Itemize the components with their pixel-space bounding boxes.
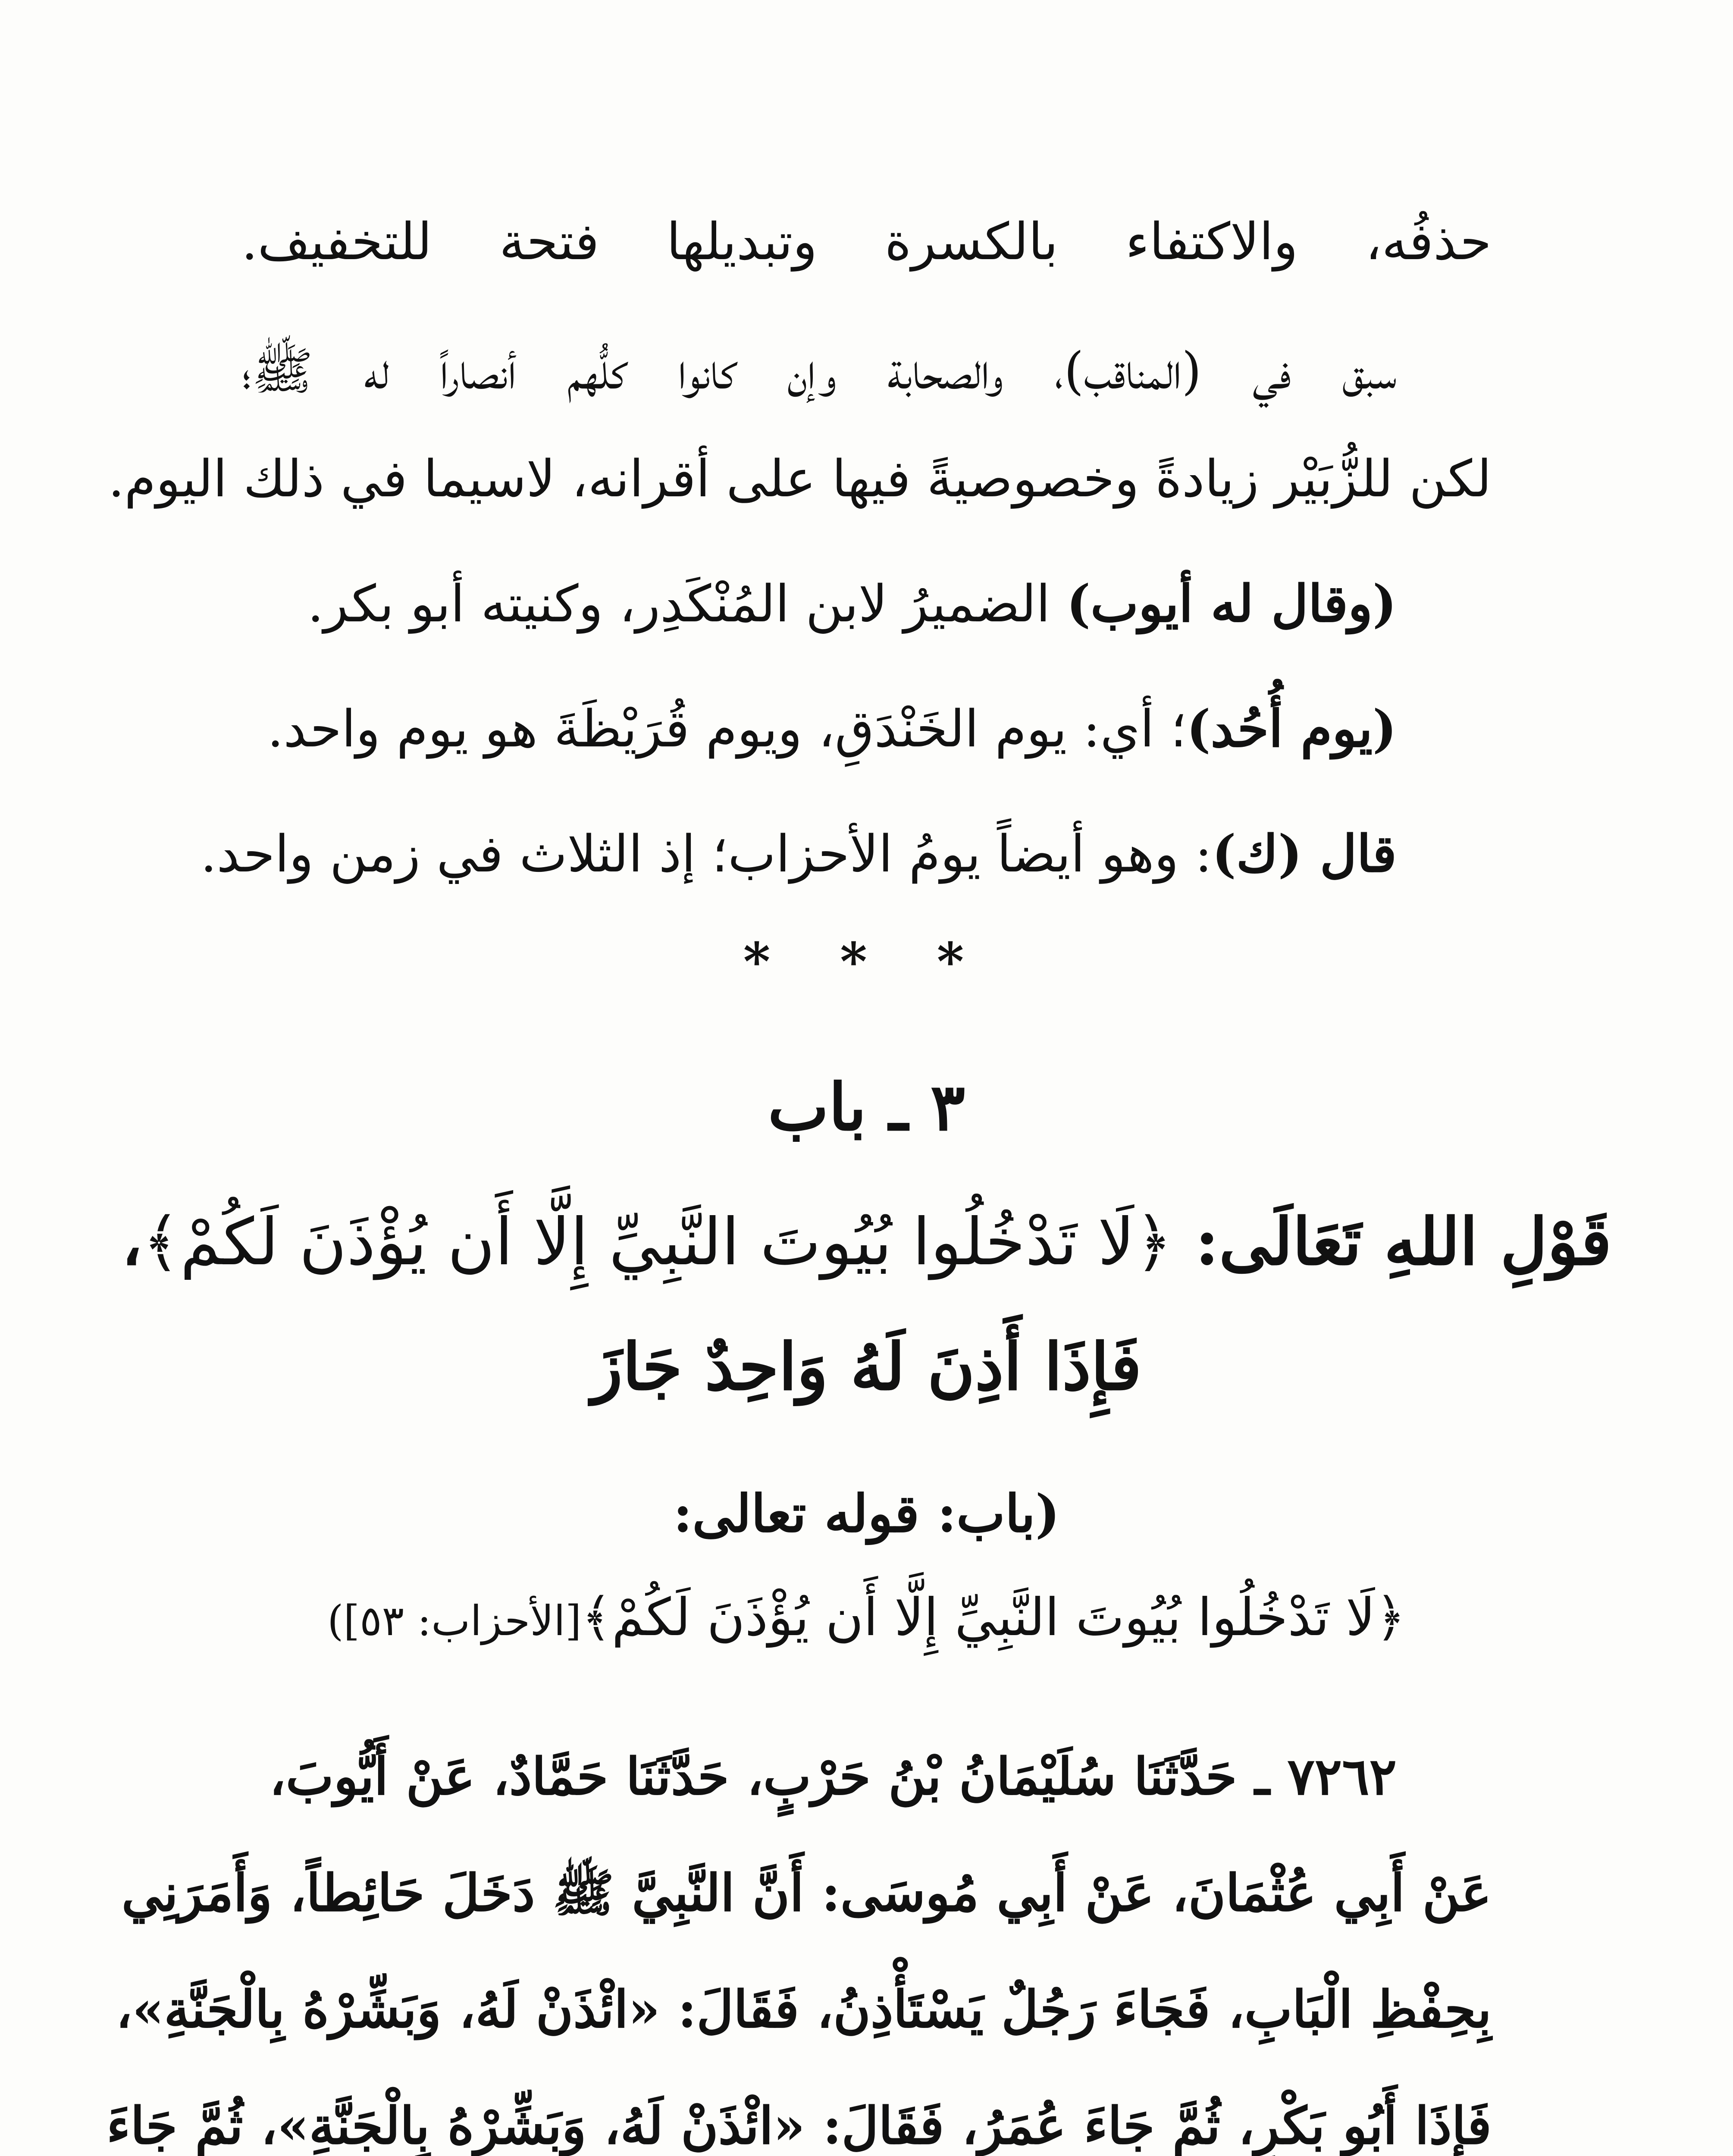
chapter-title-line-2: فَإِذَا أَذِنَ لَهُ وَاحِدٌ جَازَ: [591, 1329, 1142, 1405]
hadith-line-1: [241, 1733, 1397, 1820]
commentary-line-3: لكن للزُّبَيْر زيادةً وخصوصيةً فيها على أقرانه، لاسيما في ذلك اليوم.: [108, 449, 1492, 508]
chapter-title-prefix: قَوْلِ اللهِ تَعَالَى:: [1172, 1204, 1612, 1280]
chapter-title-suffix: ،: [121, 1204, 142, 1280]
explanation: الضميرُ لابن المُنْكَدِر، وكنيته أبو بكر.: [307, 574, 1067, 633]
verse-citation: [الأحزاب: ٥٣]): [327, 1597, 582, 1645]
explanation: : وهو أيضاً يومُ الأحزاب؛ إذ الثلاث في زمن واحد.: [201, 824, 1212, 884]
chapter-title-line-1: [0, 1194, 1733, 1290]
section-separator: * * *: [743, 931, 990, 992]
commentary-line-6: [201, 811, 1397, 897]
hadith-line-1-text: ـ حَدَّثَنَا سُلَيْمَانُ بْنُ حَرْبٍ، حَدَّثَنَا حَمَّادٌ، عَنْ أَيُّوبَ،: [269, 1746, 1288, 1806]
quoted-phrase: قال (ك): [1212, 824, 1397, 884]
quran-verse: ﴿لَا تَدْخُلُوا بُيُوتَ النَّبِيِّ إِلَّا أَن يُؤْذَنَ لَكُمْ﴾: [142, 1205, 1173, 1280]
commentary-line-2: سبق في (المناقب)، والصحابة وإن كانوا كلُّهم أنصاراً له ﷺ؛: [241, 341, 1397, 401]
quoted-phrase: (وقال له أيوب): [1066, 573, 1397, 633]
commentary-line-1: حذفُه، والاكتفاء بالكسرة وتبديلها فتحة للتخفيف.: [241, 212, 1492, 271]
hadith-line-2: عَنْ أَبِي عُثْمَانَ، عَنْ أَبِي مُوسَى: أَنَّ النَّبِيَّ ﷺ دَخَلَ حَائِطاً، وَأَمَرَنِي: [121, 1863, 1492, 1923]
commentary-heading-verse: [0, 1587, 1733, 1648]
commentary-line-5: [241, 686, 1397, 772]
quran-verse: ﴿لَا تَدْخُلُوا بُيُوتَ النَّبِيِّ إِلَّا أَن يُؤْذَنَ لَكُمْ﴾: [581, 1588, 1406, 1648]
hadith-number: ٧٢٦٢: [1287, 1746, 1397, 1806]
explanation: ؛ أي: يوم الخَنْدَقِ، ويوم قُرَيْظَةَ هو يوم واحد.: [267, 699, 1187, 758]
hadith-line-4: فَإِذَا أَبُو بَكْرٍ، ثُمَّ جَاءَ عُمَرُ، فَقَالَ: «ائْذَنْ لَهُ، وَبَشِّرْهُ بِالْجَنَّةِ»، ثُمَّ جَاءَ: [106, 2096, 1492, 2156]
chapter-number: ٣ ـ باب: [768, 1069, 965, 1145]
hadith-line-3: بِحِفْظِ الْبَابِ، فَجَاءَ رَجُلٌ يَسْتَأْذِنُ، فَقَالَ: «ائْذَنْ لَهُ، وَبَشِّرْهُ بِالْجَنَّةِ»،: [116, 1979, 1492, 2039]
quoted-phrase: (يوم أُحُد): [1186, 699, 1397, 758]
commentary-line-4: [241, 561, 1397, 647]
commentary-heading-label: (باب: قوله تعالى:: [673, 1483, 1060, 1544]
